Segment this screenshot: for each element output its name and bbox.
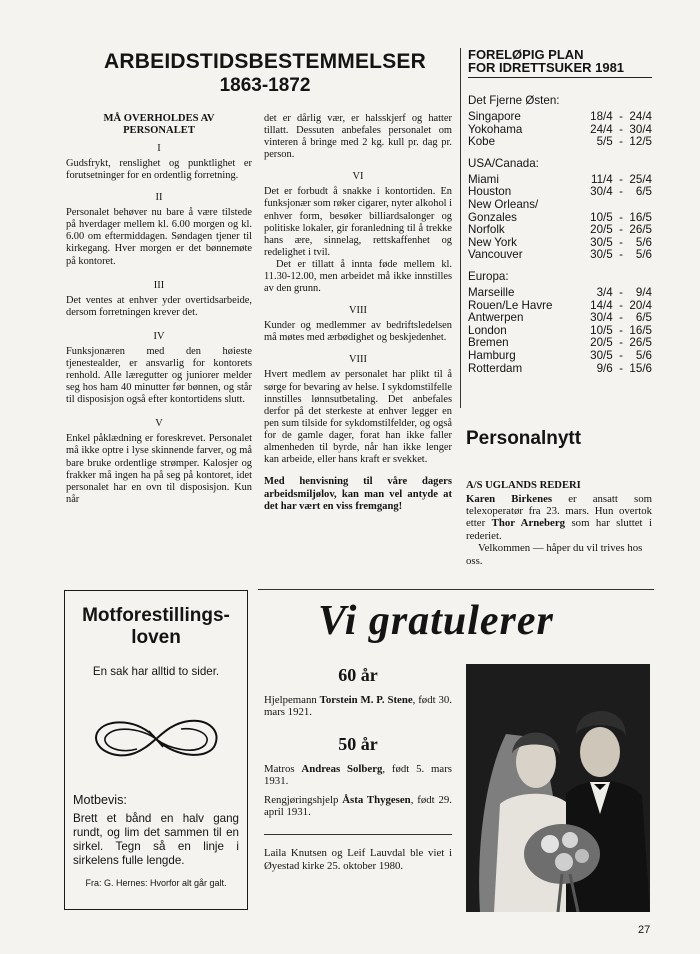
company-name: A/S UGLANDS REDERI [466,480,581,491]
plan-row [468,363,652,376]
plan-dates [572,199,652,212]
plan-dates: 30/4 - 6/5 [590,311,652,325]
plan-box [468,48,652,375]
plan-city: Kobe [468,135,496,149]
age-heading: 60 år [338,665,378,685]
section-number: VIII [349,354,367,366]
plan-dates: 18/4 - 24/4 [590,110,652,123]
plan-region-heading: Det Fjerne Østen: [468,94,560,107]
motforestilling-source: Fra: G. Hernes: Hvorfor alt går galt. [85,878,227,888]
person-name: Torstein M. P. Stene [319,694,413,706]
plan-dates: 3/4 - 9/4 [596,285,652,299]
plan-city: Hamburg [468,348,516,362]
personalnytt-text-part: er ansatt som telexoperatør fra 23. mars. Hun overtok etter [466,492,652,530]
plan-title-line1: FORELØPIG PLAN [468,47,584,62]
plan-row [468,136,652,149]
plan-dates: 9/6 - 15/6 [596,361,652,375]
plan-city: Rouen/Le Havre [468,298,553,312]
section-number: II [155,192,163,204]
plan-dates: 20/5 - 26/5 [590,223,652,237]
motforestilling-title-line1: Motforestillings- [82,605,230,626]
plan-dates: 10/5 - 16/5 [590,210,652,224]
article-title-line2: 1863-1872 [219,75,311,96]
plan-region-heading: Europa: [468,269,509,283]
plan-dates: 30/5 - 5/6 [590,235,652,249]
motbevis-text: Brett et bånd en halv gang rundt, og lim det sammen til en sirkel. Tegn så en linje i sirkelens fulle lengde. [73,812,239,867]
motforestilling-subtitle: En sak har alltid to sider. [92,665,220,678]
entry-prefix: Hjelpemann [264,694,320,706]
article-title-line1: ARBEIDSTIDSBESTEMMELSER [104,50,426,73]
plan-dates: 20/5 - 26/5 [590,336,652,350]
entry-suffix: , født 29. april 1931. [264,793,452,819]
section-number: III [153,279,165,291]
entry-prefix: Rengjøringshjelp [264,793,343,806]
plan-row [468,350,652,363]
plan-city: Antwerpen [468,311,524,325]
plan-city: New Orleans/ [468,197,539,211]
age-heading: 50 år [338,733,378,754]
page-number: 27 [638,924,651,936]
person-name: Andreas Solberg [301,762,383,775]
wedding-photo-image [466,664,650,912]
plan-dates: 10/5 - 16/5 [590,323,652,337]
section-text: Gudsfrykt, renslighet og punktlighet er forutsetninger for en ordentlig forretning. [66,158,252,182]
motforestilling-content [73,793,239,888]
article-heading-line1: MÅ OVERHOLDES AV [103,113,215,124]
plan-dates: 30/5 - 5/6 [590,348,652,362]
plan-dates: 24/4 - 30/4 [590,122,652,136]
wedding-photo [466,664,650,912]
plan-row [468,224,652,237]
plan-city: Yokohama [468,122,523,136]
article-column-1 [66,113,252,506]
motforestilling-box [64,590,248,910]
plan-city: Singapore [468,110,521,123]
section-number: V [155,418,163,430]
plan-row [468,287,652,300]
plan-city: Gonzales [468,210,517,224]
article-closing: Med henvisning til våre dagers arbeidsmiljølov, kan man vel antyde at det har vært en viss fremgang! [264,476,452,512]
plan-row [468,249,652,262]
wedding-entry: Laila Knutsen og Leif Lauvdal ble viet i Øyestad kirke 25. oktober 1980. [264,847,452,872]
article-heading-line2: PERSONALET [123,125,195,136]
plan-title-rule [468,77,652,78]
personalnytt-text [466,493,652,543]
plan-city: Vancouver [468,248,523,262]
article-column-2 [264,113,452,513]
gratulerer-list [264,664,452,872]
section-number: VI [352,171,364,183]
personalnytt-title: Personalnytt [466,428,582,449]
birthday-entry [264,694,452,719]
section-text: Hvert medlem av personalet har plikt til å sørge for bevaring av helse. I sykdomstilfelle innstilles lønnsutbetaling. Det anbefales derfor på det sterkeste at enhver legger en pen sum tilside for sykdomstilfelder, og også for de gamle dager, forat han ikke faller almenheden til byrde, når han ikke lenger kan arbeide, eller hans kraft er svekket. [264,369,452,466]
section-text: Det er forbudt å snakke i kontortiden. En funksjonær som røker cigarer, nyter alkohol i enhver form, besøker billiardsalonger og politiske lokaler, gir foranledning til å trekke hans ære, sinnelag, rettskaffenhet og redelighet i tvil. [264,186,453,258]
section-text: Kunder og medlemmer av bedriftsledelsen må møtes med ærbødighet og beskjedenhet. [264,320,452,344]
article-heading [66,113,252,137]
section-number: VIII [349,305,367,317]
plan-city: Norfolk [468,223,505,237]
plan-city: Houston [468,185,512,199]
plan-dates: 11/4 - 25/4 [590,172,652,186]
section-text: det er dårlig vær, er halsskjerf og hatter tillatt. Dessuten anbefales personalet om vinteren å bringe med 2 kg. kull pr. dag pr. person. [264,113,452,161]
plan-row [468,199,652,212]
personalnytt-body [466,480,652,567]
plan-row [468,111,652,124]
section-text: Personalet behøver nu bare å være tilstede på hverdager mellem kl. 6.00 morgen og kl. 6.00 om eftermiddagen. Søndagen tjener til kirkegang. Hver morgen er det bønnemøte på kontoret. [66,207,252,267]
personalnytt-welcome: Velkommen — håper du vil trives hos oss. [466,542,643,567]
section-number: IV [153,330,165,342]
entry-suffix: , født 5. mars 1931. [264,762,452,788]
gratulerer-title: Vi gratulerer [318,598,554,644]
birthday-entry [264,763,452,788]
plan-dates: 14/4 - 20/4 [590,298,652,312]
wedding-rule [264,834,452,835]
motbevis-label: Motbevis: [73,793,127,807]
section-text: Det er tillatt å innta føde mellem kl. 11.30-12.00, men arbeidet må ikke innstilles av den grunn. [264,258,452,295]
birthday-entry [264,794,452,819]
plan-city: New York [468,235,517,249]
gratulerer-rule [258,589,654,590]
plan-dates: 5/5 - 12/5 [596,135,652,149]
entry-suffix: , født 30. mars 1921. [264,694,452,719]
personalnytt-text-part: som har sluttet i rederiet. [466,517,652,542]
plan-title [468,48,652,74]
motforestilling-title-line2: loven [131,627,181,648]
article-title [70,50,460,98]
motforestilling-title [65,605,247,649]
employee-name: Karen Birkenes [466,492,553,505]
section-number: I [157,143,161,154]
column-divider [460,48,461,408]
plan-dates: 30/5 - 5/6 [590,248,652,262]
section-text: Enkel påklædning er foreskrevet. Personalet må ikke optre i lyse skinnende farver, og må bare bruke ordentlige strømper. Kalosjer og frakker må ingen ha på seg på kontoret, idet personalet har en ovn til disposisjon. Kun når [66,433,252,505]
plan-city: Rotterdam [468,361,523,375]
plan-city: Bremen [468,336,509,350]
section-text: Funksjonæren med den høieste tjenestealder, er ansvarlig for kontorets renhold. Alle læregutter og juniorer melder seg hos ham 40 minutter før bønnen, og står til disposisjon også efter kontortidens slutt. [66,345,252,406]
plan-title-line2: FOR IDRETTSUKER 1981 [468,60,625,75]
plan-city: Marseille [468,285,515,299]
employee-name: Thor Arneberg [491,517,566,530]
plan-dates: 30/4 - 6/5 [590,185,652,199]
entry-prefix: Matros [264,762,302,775]
plan-city: London [468,323,507,337]
plan-groups [468,94,652,375]
plan-city: Miami [468,172,499,186]
plan-row [468,312,652,325]
person-name: Åsta Thygesen [342,793,411,806]
section-text: Det ventes at enhver yder overtidsarbeide, dersom forretningen krever det. [66,294,252,318]
mobius-strip-icon [85,709,227,769]
plan-region-heading: USA/Canada: [468,156,539,170]
